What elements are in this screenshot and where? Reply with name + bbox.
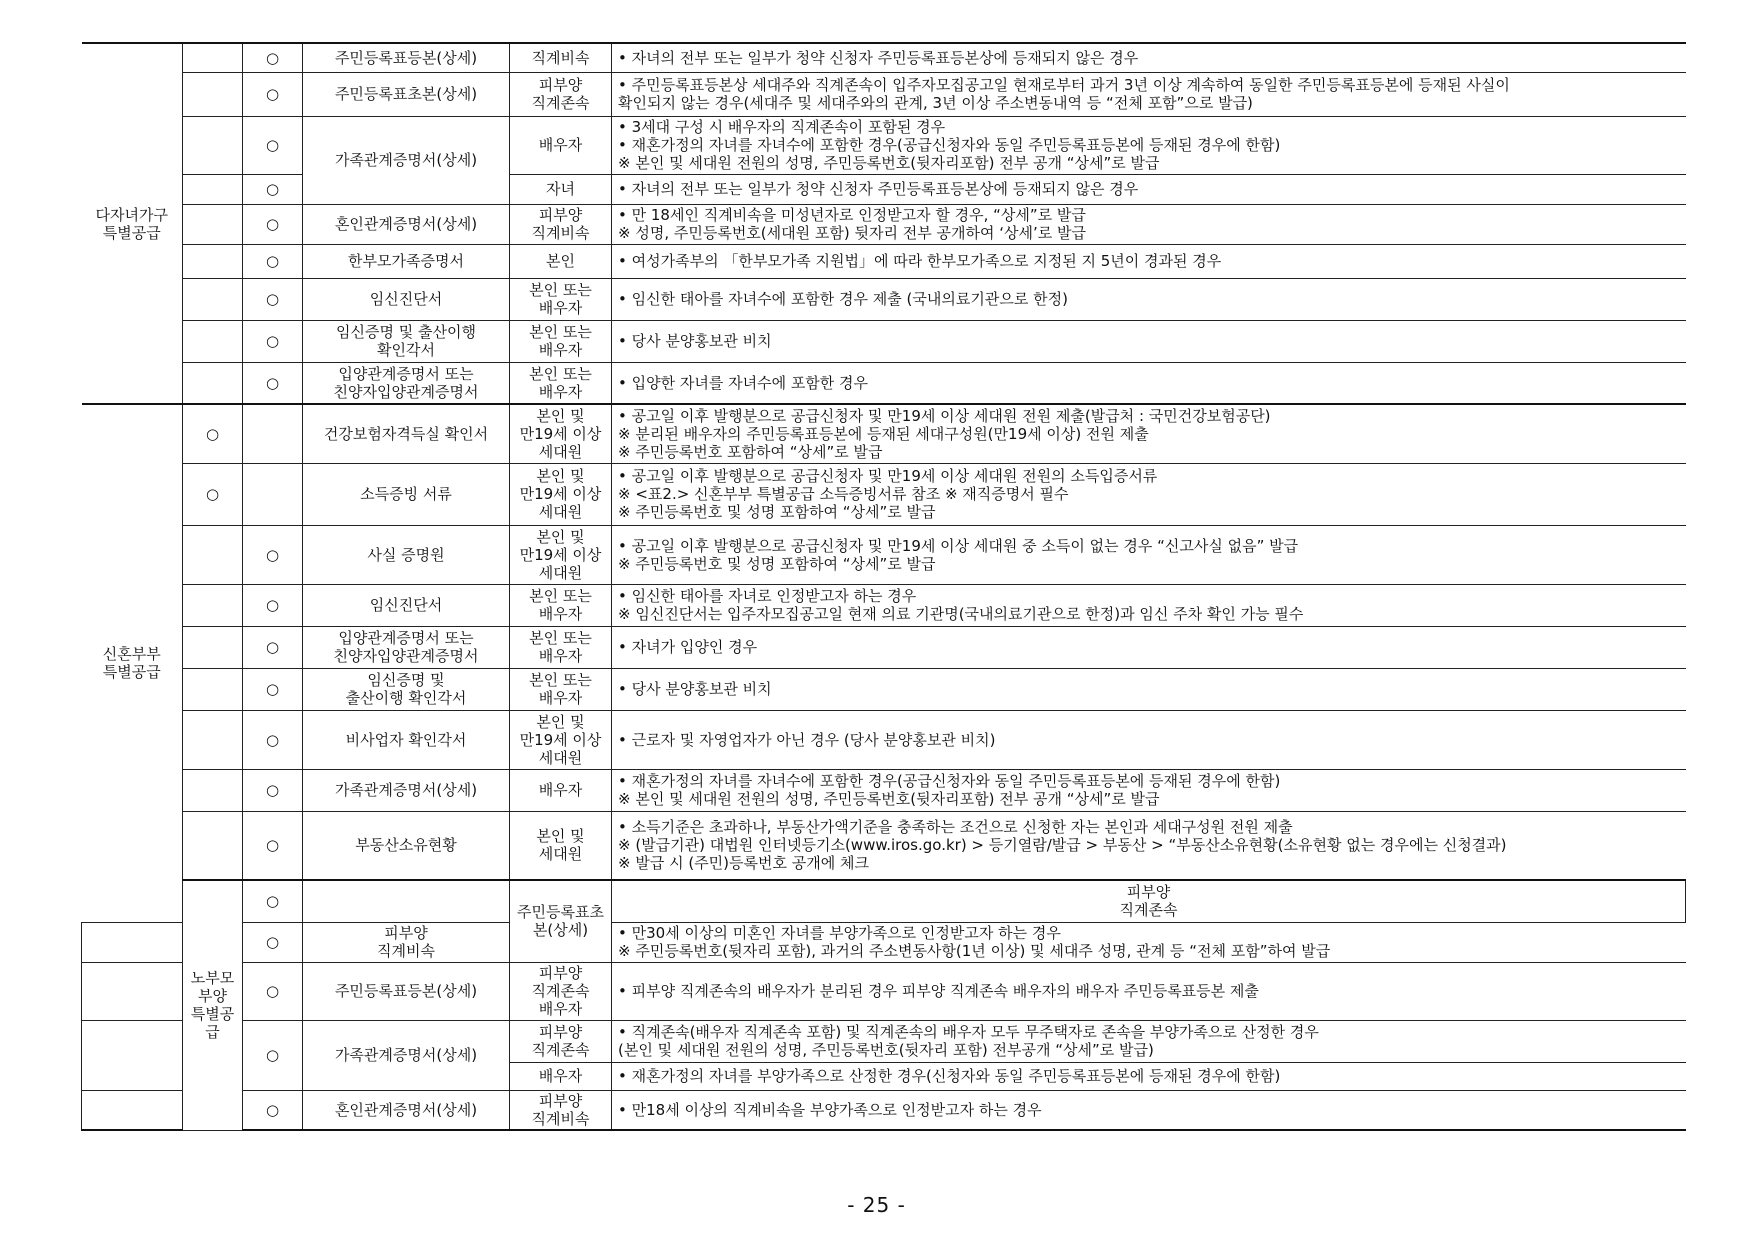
description: • 주민등록표등본상 세대주와 직계존속이 입주자모집공고일 현재로부터 과거 3년 이상 계속하여 동일한 주민등록표등본에 등재된 사실이 확인되지 않는 경우(세대주 및 세대주와의 관계, 3년 이상 주소변동내역 등 “전체 포함”으로 발급)	[612, 72, 1686, 116]
required-mark-cell	[183, 584, 243, 626]
description: • 당사 분양홍보관 비치	[612, 668, 1686, 710]
target-person: 피부양 직계존속	[612, 880, 1686, 922]
required-mark-cell	[183, 362, 243, 404]
optional-mark-cell: ○	[243, 922, 303, 962]
table-row	[82, 43, 1686, 72]
target-person: 본인 또는 배우자	[510, 362, 612, 404]
table-row	[82, 626, 1686, 668]
group-label-newlywed: 신혼부부 특별공급	[82, 404, 183, 922]
document-name: 가족관계증명서(상세)	[303, 769, 510, 811]
document-name: 주민등록표등본(상세)	[303, 43, 510, 72]
table-row	[82, 922, 1686, 962]
description: • 근로자 및 자영업자가 아닌 경우 (당사 분양홍보관 비치)	[612, 710, 1686, 769]
optional-mark-cell: ○	[243, 584, 303, 626]
required-mark-cell	[183, 769, 243, 811]
target-person: 본인 또는 배우자	[510, 320, 612, 362]
table-row	[82, 584, 1686, 626]
group-label-multi-child: 다자녀가구 특별공급	[82, 43, 183, 404]
target-person: 본인 또는 배우자	[510, 626, 612, 668]
optional-mark-cell: ○	[243, 362, 303, 404]
description: • 만 18세인 직계비속을 미성년자로 인정받고자 할 경우, “상세”로 발급 ※ 성명, 주민등록번호(세대원 포함) 뒷자리 전부 공개하여 ‘상세’로 발급	[612, 204, 1686, 244]
document-name: 임신증명 및 출산이행 확인각서	[303, 668, 510, 710]
optional-mark-cell: ○	[243, 43, 303, 72]
table-row	[82, 463, 1686, 525]
optional-mark-cell: ○	[243, 204, 303, 244]
description: • 당사 분양홍보관 비치	[612, 320, 1686, 362]
required-mark-cell	[82, 922, 183, 962]
target-person: 본인 또는 배우자	[510, 278, 612, 320]
table-row	[82, 525, 1686, 584]
description: • 자녀의 전부 또는 일부가 청약 신청자 주민등록표등본상에 등재되지 않은 경우	[612, 174, 1686, 204]
target-person: 피부양 직계존속	[510, 1020, 612, 1062]
optional-mark-cell: ○	[243, 811, 303, 880]
document-name: 소득증빙 서류	[303, 463, 510, 525]
required-mark-cell	[183, 278, 243, 320]
document-name: 건강보험자격득실 확인서	[303, 404, 510, 463]
required-mark-cell: ○	[243, 880, 303, 922]
table-row	[82, 769, 1686, 811]
target-person: 본인 또는 배우자	[510, 584, 612, 626]
target-person: 배우자	[510, 769, 612, 811]
description: • 임신한 태아를 자녀로 인정받고자 하는 경우 ※ 임신진단서는 입주자모집공고일 현재 의료 기관명(국내의료기관으로 한정)과 임신 주차 확인 가능 필수	[612, 584, 1686, 626]
description: • 직계존속(배우자 직계존속 포함) 및 직계존속의 배우자 모두 무주택자로 존속을 부양가족으로 산정한 경우 (본인 및 세대원 전원의 성명, 주민등록번호(뒷자리 포함) 전부공개 “상세”로 발급)	[612, 1020, 1686, 1062]
required-mark-cell: ○	[183, 463, 243, 525]
document-name: 임신진단서	[303, 278, 510, 320]
description: • 입양한 자녀를 자녀수에 포함한 경우	[612, 362, 1686, 404]
optional-mark-cell: ○	[243, 525, 303, 584]
description: • 자녀의 전부 또는 일부가 청약 신청자 주민등록표등본상에 등재되지 않은 경우	[612, 43, 1686, 72]
required-mark-cell	[183, 668, 243, 710]
target-person: 본인 및 만19세 이상 세대원	[510, 710, 612, 769]
optional-mark-cell: ○	[243, 244, 303, 278]
target-person: 본인 및 만19세 이상 세대원	[510, 525, 612, 584]
page-number: - 25 -	[847, 1193, 906, 1217]
required-mark-cell	[183, 710, 243, 769]
optional-mark-cell: ○	[243, 769, 303, 811]
required-mark-cell	[183, 72, 243, 116]
target-person: 자녀	[510, 174, 612, 204]
table-row	[82, 278, 1686, 320]
table-row	[82, 320, 1686, 362]
document-name: 주민등록표등본(상세)	[303, 962, 510, 1020]
optional-mark-cell	[303, 880, 510, 922]
table-row	[82, 811, 1686, 880]
target-person: 본인 및 만19세 이상 세대원	[510, 404, 612, 463]
description: • 공고일 이후 발행분으로 공급신청자 및 만19세 이상 세대원 중 소득이 없는 경우 “신고사실 없음” 발급 ※ 주민등록번호 및 성명 포함하여 “상세”로 발급	[612, 525, 1686, 584]
optional-mark-cell: ○	[243, 962, 303, 1020]
description: • 재혼가정의 자녀를 자녀수에 포함한 경우(공급신청자와 동일 주민등록표등본에 등재된 경우에 한함) ※ 본인 및 세대원 전원의 성명, 주민등록번호(뒷자리포함) 전부 공개 “상세”로 발급	[612, 769, 1686, 811]
description: • 자녀가 입양인 경우	[612, 626, 1686, 668]
required-mark-cell	[183, 320, 243, 362]
target-person: 피부양 직계비속	[510, 204, 612, 244]
required-mark-cell	[183, 244, 243, 278]
optional-mark-cell: ○	[243, 174, 303, 204]
table-row	[82, 204, 1686, 244]
required-mark-cell	[183, 174, 243, 204]
description: • 공고일 이후 발행분으로 공급신청자 및 만19세 이상 세대원 전원 제출(발급처 : 국민건강보험공단) ※ 분리된 배우자의 주민등록표등본에 등재된 세대구성원(만19세 이상) 전원 제출 ※ 주민등록번호 포함하여 “상세”로 발급	[612, 404, 1686, 463]
target-person: 피부양 직계존속 배우자	[510, 962, 612, 1020]
required-documents-table	[81, 42, 1686, 1131]
required-mark-cell	[183, 525, 243, 584]
required-mark-cell	[82, 1090, 183, 1130]
document-name: 주민등록표초본(상세)	[303, 72, 510, 116]
required-mark-cell	[183, 626, 243, 668]
optional-mark-cell: ○	[243, 72, 303, 116]
required-mark-cell	[183, 116, 243, 174]
document-name: 임신진단서	[303, 584, 510, 626]
table-row	[82, 668, 1686, 710]
target-person: 직계비속	[510, 43, 612, 72]
table-row	[82, 362, 1686, 404]
optional-mark-cell: ○	[243, 710, 303, 769]
optional-mark-cell: ○	[243, 1020, 303, 1090]
optional-mark-cell	[243, 404, 303, 463]
table-row	[82, 710, 1686, 769]
document-name: 가족관계증명서(상세)	[303, 116, 510, 204]
description: • 3세대 구성 시 배우자의 직계존속이 포함된 경우 • 재혼가정의 자녀를 자녀수에 포함한 경우(공급신청자와 동일 주민등록표등본에 등재된 경우에 한함) ※ 본인 및 세대원 전원의 성명, 주민등록번호(뒷자리포함) 전부 공개 “상세”로 발급	[612, 116, 1686, 174]
required-mark-cell	[183, 43, 243, 72]
document-name: 혼인관계증명서(상세)	[303, 204, 510, 244]
document-name: 부동산소유현황	[303, 811, 510, 880]
target-person: 본인	[510, 244, 612, 278]
document-name: 임신증명 및 출산이행 확인각서	[303, 320, 510, 362]
optional-mark-cell: ○	[243, 668, 303, 710]
description: • 여성가족부의 「한부모가족 지원법」에 따라 한부모가족으로 지정된 지 5년이 경과된 경우	[612, 244, 1686, 278]
document-name: 가족관계증명서(상세)	[303, 1020, 510, 1090]
document-name: 한부모가족증명서	[303, 244, 510, 278]
description: • 공고일 이후 발행분으로 공급신청자 및 만19세 이상 세대원 전원의 소득입증서류 ※ <표2.> 신혼부부 특별공급 소득증빙서류 참조 ※ 재직증명서 필수 ※ 주민등록번호 및 성명 포함하여 “상세”로 발급	[612, 463, 1686, 525]
required-mark-cell	[82, 1020, 183, 1090]
required-mark-cell	[183, 204, 243, 244]
table-row	[82, 116, 1686, 174]
table-row	[82, 244, 1686, 278]
optional-mark-cell: ○	[243, 278, 303, 320]
optional-mark-cell: ○	[243, 116, 303, 174]
description: • 재혼가정의 자녀를 부양가족으로 산정한 경우(신청자와 동일 주민등록표등본에 등재된 경우에 한함)	[612, 1062, 1686, 1090]
required-mark-cell: ○	[183, 404, 243, 463]
optional-mark-cell: ○	[243, 320, 303, 362]
target-person: 본인 및 만19세 이상 세대원	[510, 463, 612, 525]
target-person: 피부양 직계존속	[510, 72, 612, 116]
document-name: 혼인관계증명서(상세)	[303, 1090, 510, 1130]
document-name: 주민등록표초본(상세)	[510, 880, 612, 962]
document-name: 비사업자 확인각서	[303, 710, 510, 769]
table-row	[82, 1090, 1686, 1130]
description: • 만30세 이상의 미혼인 자녀를 부양가족으로 인정받고자 하는 경우 ※ 주민등록번호(뒷자리 포함), 과거의 주소변동사항(1년 이상) 및 세대주 성명, 관계 등 “전체 포함”하여 발급	[612, 922, 1686, 962]
optional-mark-cell: ○	[243, 626, 303, 668]
required-mark-cell	[183, 811, 243, 880]
target-person: 배우자	[510, 1062, 612, 1090]
document-name: 입양관계증명서 또는 친양자입양관계증명서	[303, 362, 510, 404]
description: • 소득기준은 초과하나, 부동산가액기준을 충족하는 조건으로 신청한 자는 본인과 세대구성원 전원 제출 ※ (발급기관) 대법원 인터넷등기소(www.iros.go.kr) > 등기열람/발급 > 부동산 > “부동산소유현황(소유현황 없는 경우에는 신청결과) ※ 발급 시 (주민)등록번호 공개에 체크	[612, 811, 1686, 880]
target-person: 피부양 직계비속	[510, 1090, 612, 1130]
target-person: 본인 및 세대원	[510, 811, 612, 880]
table-row	[82, 962, 1686, 1020]
table-row	[82, 72, 1686, 116]
target-person: 피부양 직계비속	[303, 922, 510, 962]
optional-mark-cell	[243, 463, 303, 525]
document-name: 사실 증명원	[303, 525, 510, 584]
description: • 피부양 직계존속의 배우자가 분리된 경우 피부양 직계존속 배우자의 배우자 주민등록표등본 제출	[612, 962, 1686, 1020]
target-person: 배우자	[510, 116, 612, 174]
optional-mark-cell: ○	[243, 1090, 303, 1130]
description: • 임신한 태아를 자녀수에 포함한 경우 제출 (국내의료기관으로 한정)	[612, 278, 1686, 320]
group-label-elderly-parent: 노부모부양 특별공급	[183, 880, 243, 1130]
target-person: 본인 또는 배우자	[510, 668, 612, 710]
table-row	[82, 404, 1686, 463]
table-row	[82, 880, 1686, 922]
required-mark-cell	[82, 962, 183, 1020]
table-row	[82, 1020, 1686, 1062]
document-name: 입양관계증명서 또는 친양자입양관계증명서	[303, 626, 510, 668]
description: • 만18세 이상의 직계비속을 부양가족으로 인정받고자 하는 경우	[612, 1090, 1686, 1130]
